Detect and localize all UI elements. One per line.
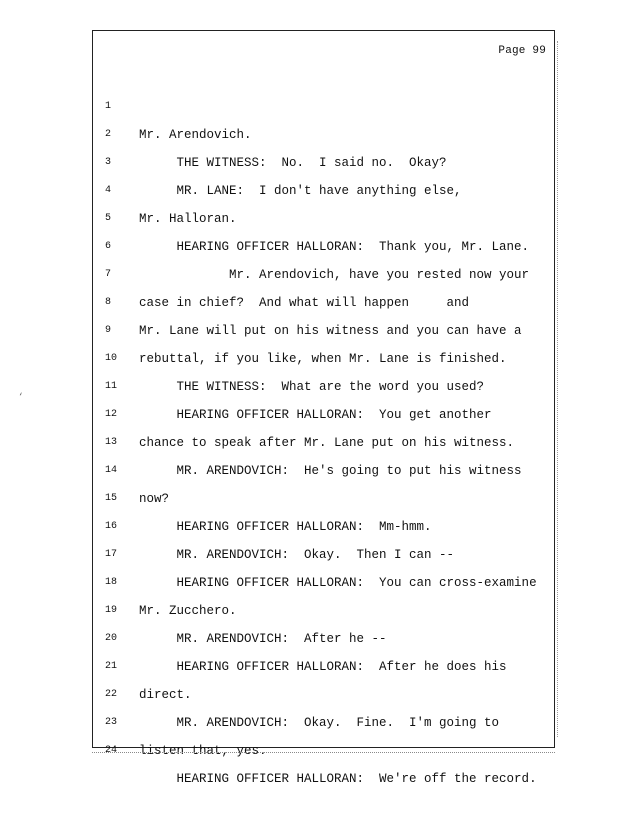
line-number: 2 xyxy=(105,129,112,140)
line-number: 10 xyxy=(105,353,118,364)
line-text: HEARING OFFICER HALLORAN: You can cross-examine xyxy=(139,576,537,590)
transcript-page xyxy=(92,30,555,786)
line-number: 11 xyxy=(105,381,118,392)
line-number: 3 xyxy=(105,157,112,168)
line-text: MR. ARENDOVICH: Okay. Then I can -- xyxy=(139,548,455,562)
line-number: 12 xyxy=(105,409,118,420)
line-text: MR. LANE: I don't have anything else, xyxy=(139,184,462,198)
line-number: 17 xyxy=(105,549,118,560)
line-number: 21 xyxy=(105,661,118,672)
line-text: THE WITNESS: What are the word you used? xyxy=(139,380,485,394)
line-text: Mr. Arendovich, have you rested now your xyxy=(139,268,530,282)
line-number: 18 xyxy=(105,577,118,588)
line-number: 20 xyxy=(105,633,118,644)
line-number: 5 xyxy=(105,213,112,224)
line-number: 24 xyxy=(105,745,118,756)
line-text: listen that, yes. xyxy=(139,744,267,758)
line-number: 13 xyxy=(105,437,118,448)
page-bottom-rule xyxy=(92,752,555,753)
line-text: case in chief? And what will happen and xyxy=(139,296,470,310)
line-number: 4 xyxy=(105,185,112,196)
line-text: chance to speak after Mr. Lane put on his witness. xyxy=(139,436,515,450)
line-number: 1 xyxy=(105,101,112,112)
line-text: now? xyxy=(139,492,170,506)
line-number: 16 xyxy=(105,521,118,532)
line-text: HEARING OFFICER HALLORAN: Thank you, Mr. Lane. xyxy=(139,240,530,254)
line-number: 14 xyxy=(105,465,118,476)
line-text: HEARING OFFICER HALLORAN: You get another xyxy=(139,408,492,422)
line-text: MR. ARENDOVICH: After he -- xyxy=(139,632,387,646)
line-number: 7 xyxy=(105,269,112,280)
page-number: Page 99 xyxy=(498,45,546,57)
transcript-lines xyxy=(93,65,554,786)
line-text: direct. xyxy=(139,688,192,702)
line-text: THE WITNESS: No. I said no. Okay? xyxy=(139,156,447,170)
line-number: 19 xyxy=(105,605,118,616)
line-number: 9 xyxy=(105,325,112,336)
line-text: Mr. Lane will put on his witness and you can have a xyxy=(139,324,522,338)
line-number: 22 xyxy=(105,689,118,700)
line-number: 23 xyxy=(105,717,118,728)
line-text: HEARING OFFICER HALLORAN: After he does his xyxy=(139,660,507,674)
line-text: MR. ARENDOVICH: Okay. Fine. I'm going to xyxy=(139,716,500,730)
transcript-line xyxy=(93,65,554,142)
line-text: HEARING OFFICER HALLORAN: Mm-hmm. xyxy=(139,520,432,534)
line-number: 15 xyxy=(105,493,118,504)
line-text: MR. ARENDOVICH: He's going to put his witness xyxy=(139,464,522,478)
line-text: Mr. Zucchero. xyxy=(139,604,237,618)
line-text: HEARING OFFICER HALLORAN: We're off the record. xyxy=(139,772,537,786)
line-text: Mr. Halloran. xyxy=(139,212,237,226)
line-number: 6 xyxy=(105,241,112,252)
scan-mark: ‘ xyxy=(18,392,24,402)
line-text: rebuttal, if you like, when Mr. Lane is finished. xyxy=(139,352,507,366)
line-number: 8 xyxy=(105,297,112,308)
line-text: Mr. Arendovich. xyxy=(139,128,252,142)
